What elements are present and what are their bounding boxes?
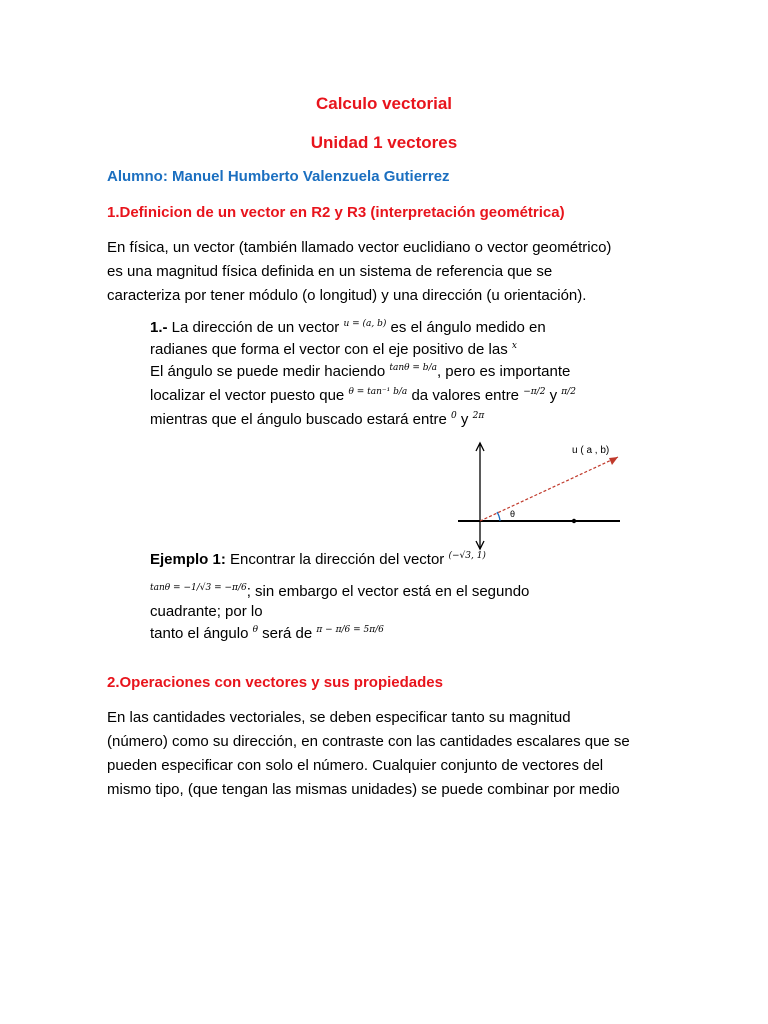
excerpt-text: La dirección de un vector <box>167 319 344 336</box>
pi-half: π/2 <box>561 387 576 397</box>
paragraph-line: En las cantidades vectoriales, se deben especificar tanto su magnitud <box>107 709 571 726</box>
example-label: Ejemplo 1: <box>150 551 226 568</box>
excerpt-text: mientras que el ángulo buscado estará entre <box>150 411 452 428</box>
vector-u <box>480 457 618 521</box>
excerpt-text: cuadrante; por lo <box>150 603 263 620</box>
excerpt-text: localizar el vector puesto que <box>150 387 349 404</box>
excerpt-text: y <box>456 411 473 428</box>
excerpt-text: El ángulo se puede medir haciendo <box>150 363 390 380</box>
paragraph-line: En física, un vector (también llamado vector euclidiano o vector geométrico) <box>107 239 612 256</box>
document-subtitle: Unidad 1 vectores <box>310 133 458 152</box>
example-line-2 <box>150 583 529 600</box>
angle-theta-label: θ <box>510 509 516 519</box>
excerpt-line-4 <box>150 387 576 404</box>
paragraph-line: caracteriza por tener módulo (o longitud) y una dirección (u orientación). <box>107 287 587 304</box>
example-line-3 <box>150 603 263 620</box>
excerpt-text: será de <box>258 625 317 642</box>
section-1-heading: 1.Definicion de un vector en R2 y R3 (interpretación geométrica) <box>107 204 565 221</box>
two-pi-symbol: 2π <box>472 411 485 421</box>
excerpt-line-3 <box>150 363 570 380</box>
arctan-formula: θ = tan⁻¹ b/a <box>348 387 408 397</box>
excerpt-text: y <box>545 387 562 404</box>
excerpt-text: tanto el ángulo <box>150 625 253 642</box>
section-2-paragraph <box>107 706 667 802</box>
excerpt-text: es el ángulo medido en <box>386 319 546 336</box>
x-axis-tick <box>572 519 576 523</box>
excerpt-line-5 <box>150 411 484 428</box>
x-axis-symbol: x <box>511 341 517 351</box>
vector-diagram <box>300 435 620 555</box>
paragraph-line: es una magnitud física definida en un sistema de referencia que se <box>107 263 553 280</box>
document-title: Calculo vectorial <box>315 94 453 113</box>
result-formula: π − π/6 = 5π/6 <box>316 625 384 635</box>
example-line-4 <box>150 625 384 642</box>
theta-symbol: θ <box>252 625 259 635</box>
paragraph-line: mismo tipo, (que tengan las mismas unidades) se puede combinar por medio <box>107 781 620 798</box>
section-2-heading: 2.Operaciones con vectores y sus propiedades <box>107 674 443 691</box>
excerpt-text: da valores entre <box>407 387 524 404</box>
excerpt-text: radianes que forma el vector con el eje positivo de las <box>150 341 512 358</box>
example-tan-formula: tanθ = −1/√3 = −π/6 <box>150 583 247 593</box>
excerpt-text: ; sin embargo el vector está en el segundo <box>246 583 530 600</box>
vector-u-label: u ( a , b) <box>572 445 610 456</box>
angle-arc <box>497 512 500 521</box>
section-1-paragraph <box>107 236 667 308</box>
excerpt-line-2 <box>150 341 517 358</box>
vector-u-arrowhead <box>609 457 618 465</box>
student-name: Alumno: Manuel Humberto Valenzuela Gutierrez <box>107 168 450 185</box>
zero-symbol: 0 <box>451 411 457 421</box>
paragraph-line: (número) como su dirección, en contraste con las cantidades escalares que se <box>107 733 630 750</box>
example-vector: (−√3, 1) <box>448 551 486 561</box>
vector-u-formula: u = (a, b) <box>343 319 387 329</box>
excerpt-text: , pero es importante <box>436 363 571 380</box>
example-line-1 <box>150 551 486 568</box>
excerpt-number: 1.- <box>150 319 168 336</box>
tan-formula: tanθ = b/a <box>389 363 437 373</box>
excerpt-line-1 <box>150 319 546 336</box>
minus-pi-half: −π/2 <box>523 387 546 397</box>
paragraph-line: pueden especificar con solo el número. Cualquier conjunto de vectores del <box>107 757 604 774</box>
excerpt-text: Encontrar la dirección del vector <box>225 551 449 568</box>
